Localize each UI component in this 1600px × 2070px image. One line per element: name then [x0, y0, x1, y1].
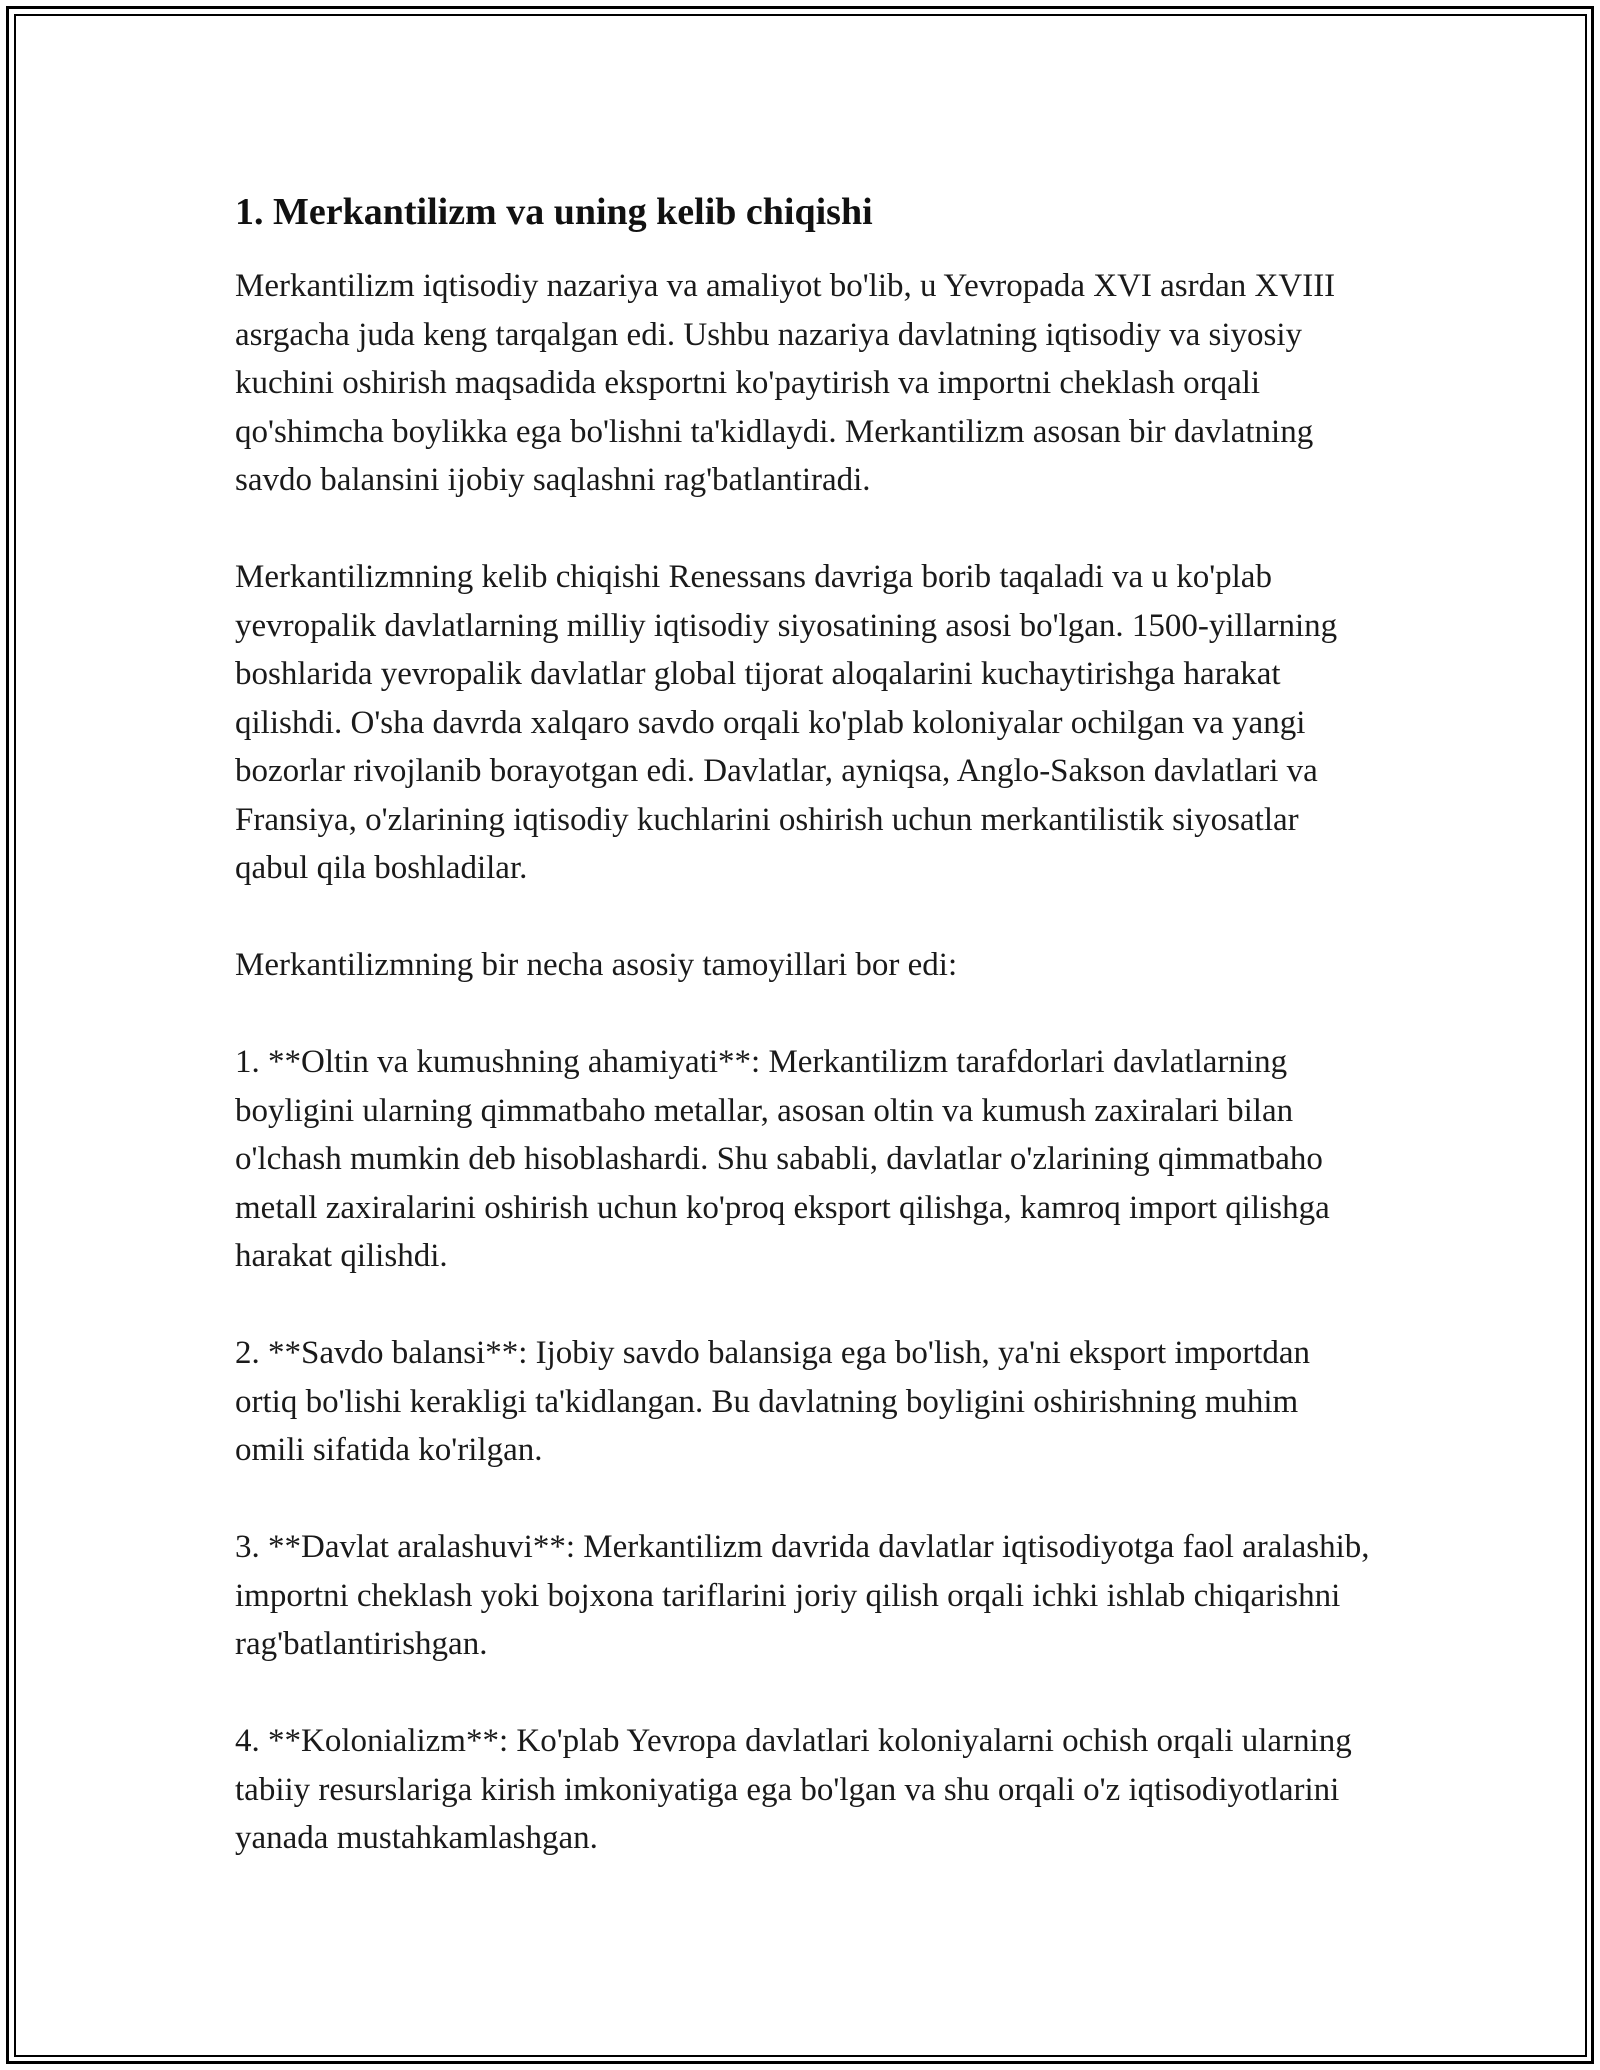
principle-item-colonialism: 4. **Kolonializm**: Ko'plab Yevropa davlatlari koloniyalarni ochish orqali ularning tabiiy resurslariga kirish imkoniyatiga ega bo'lgan va shu orqali o'z iqtisodiyotlarini yanada mustahkamlashgan.	[235, 1723, 1352, 1856]
document-body	[235, 188, 1375, 1863]
intro-paragraph: Merkantilizm iqtisodiy nazariya va amaliyot bo'lib, u Yevropada XVI asrdan XVIII asrgacha juda keng tarqalgan edi. Ushbu nazariya davlatning iqtisodiy va siyosiy kuchini oshirish maqsadida eksportni ko'paytirish va importni cheklash orqali qo'shimcha boylikka ega bo'lishni ta'kidlaydi. Merkantilizm asosan bir davlatning savdo balansini ijobiy saqlashni rag'batlantiradi.	[235, 268, 1336, 498]
principle-item-trade-balance: 2. **Savdo balansi**: Ijobiy savdo balansiga ega bo'lish, ya'ni eksport importdan ortiq bo'lishi kerakligi ta'kidlangan. Bu davlatning boyligini oshirishning muhim omili sifatida ko'rilgan.	[235, 1335, 1311, 1468]
principle-item-state-intervention: 3. **Davlat aralashuvi**: Merkantilizm davrida davlatlar iqtisodiyotga faol aralashib, importni cheklash yoki bojxona tariflarini joriy qilish orqali ichki ishlab chiqarishni rag'batlantirishgan.	[235, 1529, 1370, 1662]
section-heading: 1. Merkantilizm va uning kelib chiqishi	[235, 191, 873, 233]
principles-intro-paragraph: Merkantilizmning bir necha asosiy tamoyillari bor edi:	[235, 947, 958, 983]
principle-item-gold-silver: 1. **Oltin va kumushning ahamiyati**: Merkantilizm tarafdorlari davlatlarning boyligini ularning qimmatbaho metallar, asosan oltin va kumush zaxiralari bilan o'lchash mumkin deb hisoblashardi. Shu sababli, davlatlar o'zlarining qimmatbaho metall zaxiralarini oshirish uchun ko'proq eksport qilishga, kamroq import qilishga harakat qilishdi.	[235, 1044, 1330, 1274]
origin-paragraph: Merkantilizmning kelib chiqishi Renessans davriga borib taqaladi va u ko'plab yevropalik davlatlarning milliy iqtisodiy siyosatining asosi bo'lgan. 1500-yillarning boshlarida yevropalik davlatlar global tijorat aloqalarini kuchaytirishga harakat qilishdi. O'sha davrda xalqaro savdo orqali ko'plab koloniyalar ochilgan va yangi bozorlar rivojlanib borayotgan edi. Davlatlar, ayniqsa, Anglo-Sakson davlatlari va Fransiya, o'zlarining iqtisodiy kuchlarini oshirish uchun merkantilistik siyosatlar qabul qila boshladilar.	[235, 559, 1338, 886]
